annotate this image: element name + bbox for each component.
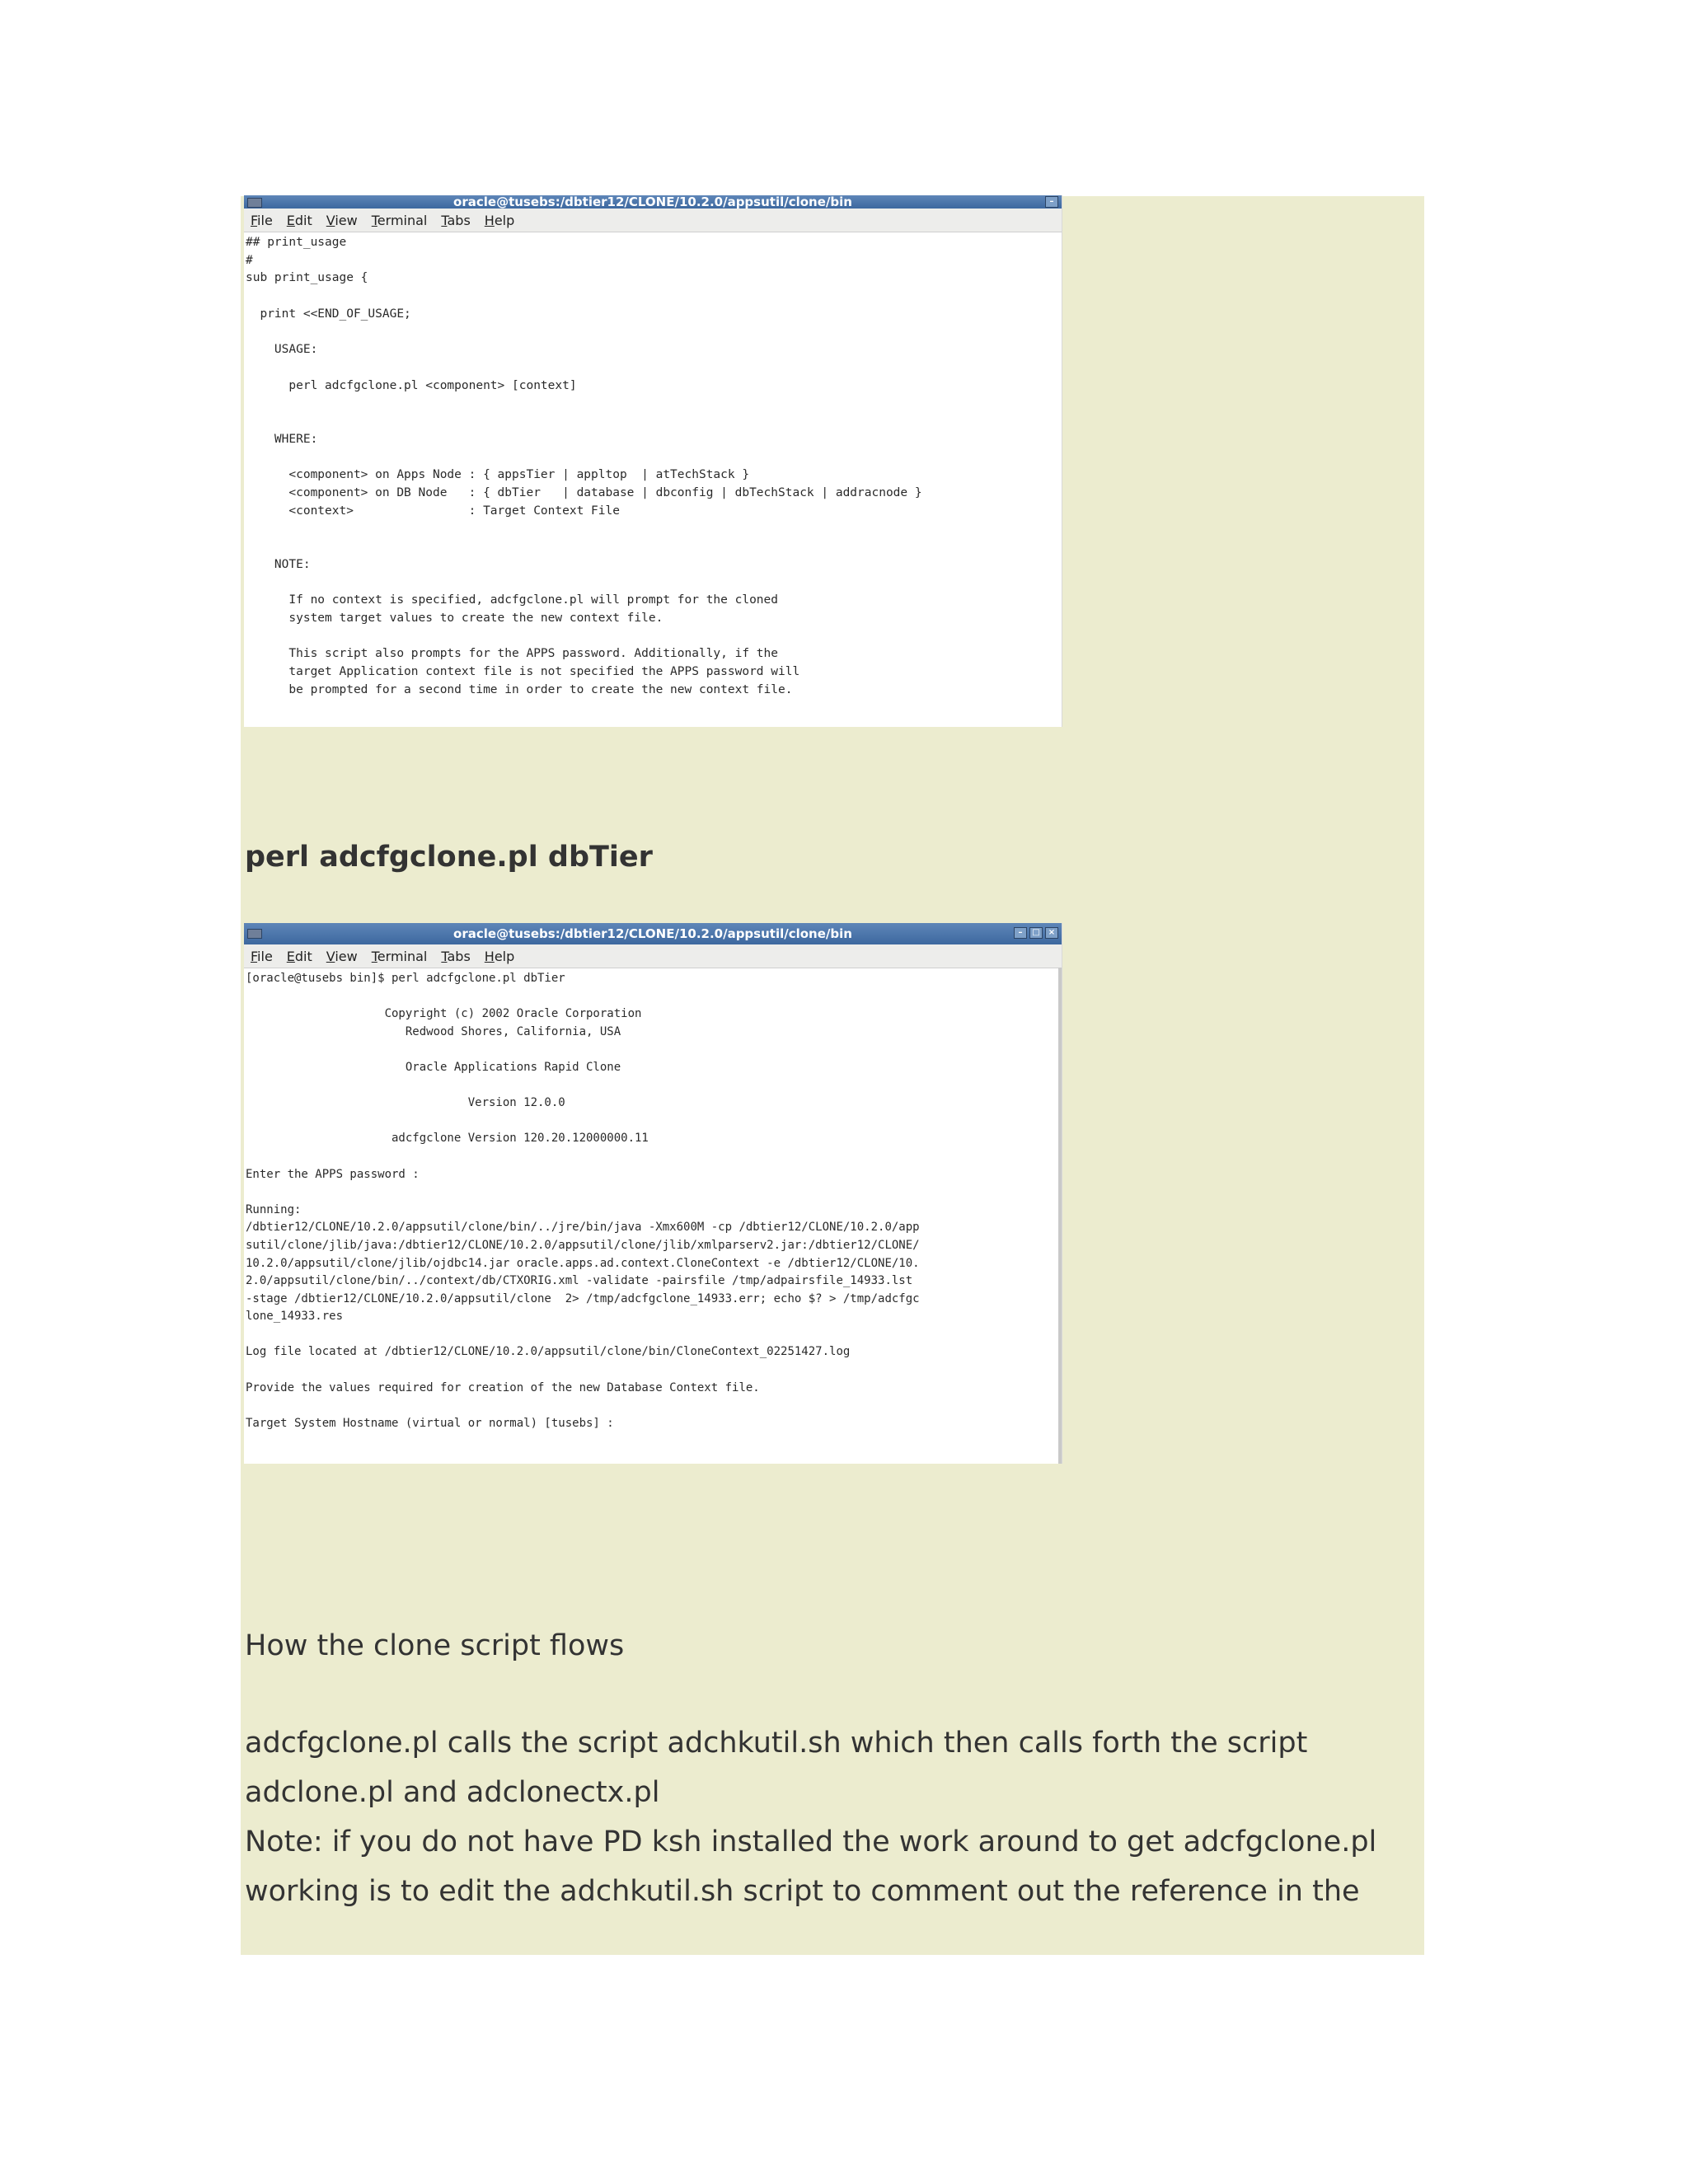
menu-tabs: Tabs [441, 948, 471, 964]
window-controls [1043, 196, 1058, 209]
terminal-menu-bar [244, 944, 1062, 968]
menu-terminal: Terminal [371, 948, 428, 964]
terminal-output: ## print_usage # sub print_usage { print <<END_OF_USAGE; USAGE: perl adcfgclone.pl <component> [context] WHERE: <component> on Apps Node : { appsTier | appltop | atTechStack } <component> on DB Node : { dbTier | database | dbconfig | dbTechStack | addracnode } <context> : Target Context File NOTE: If no context is specified, adcfgclone.pl will prompt for the cloned system target values to create the new context file. This script also prompts for the APPS password. Additionally, if the target Application context file is not specified the APPS password will be prompted for a second time in order to create the new context file. [246, 236, 922, 696]
note-line-2: working is to edit the adchkutil.sh script to comment out the reference in the [245, 1875, 1360, 1908]
menu-edit: Edit [286, 948, 312, 964]
menu-terminal: Terminal [371, 212, 428, 228]
window-controls [1011, 927, 1058, 949]
terminal-title: oracle@tusebs:/dbtier12/CLONE/10.2.0/appsutil/clone/bin [453, 926, 852, 941]
menu-help: Help [484, 212, 515, 228]
minimize-icon: – [1045, 196, 1058, 208]
terminal-menu-bar [244, 209, 1062, 232]
terminal-title-bar [244, 195, 1062, 209]
terminal-title-bar [244, 923, 1062, 944]
terminal-scrollbar [1058, 968, 1062, 1464]
menu-edit: Edit [286, 212, 312, 228]
section-title: How the clone script flows [245, 1629, 625, 1662]
close-icon: × [1045, 927, 1058, 939]
menu-file: File [251, 948, 273, 964]
note-line-1: Note: if you do not have PD ksh installed the work around to get adcfgclone.pl [245, 1825, 1377, 1858]
terminal-app-icon [247, 929, 262, 939]
minimize-icon: – [1014, 927, 1027, 939]
terminal-screenshot-dbtier [244, 923, 1062, 1464]
maximize-icon: □ [1029, 927, 1043, 939]
menu-view: View [326, 948, 358, 964]
menu-file: File [251, 212, 273, 228]
menu-tabs: Tabs [441, 212, 471, 228]
flow-line-1: adcfgclone.pl calls the script adchkutil.sh which then calls forth the script [245, 1727, 1308, 1760]
terminal-output: [oracle@tusebs bin]$ perl adcfgclone.pl dbTier Copyright (c) 2002 Oracle Corporation Redwood Shores, California, USA Oracle Applications Rapid Clone Version 12.0.0 adcfgclone Version 120.20.12000000.11 Enter the APPS password : Running: /dbtier12/CLONE/10.2.0/appsutil/clone/bin/../jre/bin/java -Xmx600M -cp /dbtier12/CLONE/10.2.0/app sutil/clone/jlib/java:/dbtier12/CLONE/10.2.0/appsutil/clone/jlib/xmlparserv2.jar:/dbtier12/CLONE/ 10.2.0/appsutil/clone/jlib/ojdbc14.jar oracle.apps.ad.context.CloneContext -e /dbtier12/CLONE/10. 2.0/appsutil/clone/bin/../context/db/CTXORIG.xml -validate -pairsfile /tmp/adpairsfile_14933.lst -stage /dbtier12/CLONE/10.2.0/appsutil/clone 2> /tmp/adcfgclone_14933.err; echo $? > /tmp/adcfgc lone_14933.res Log file located at /dbtier12/CLONE/10.2.0/appsutil/clone/bin/CloneContext_02251427.log Provide the values required for creation of the new Database Context file. Target System Hostname (virtual or normal) [tusebs] : [246, 972, 920, 1430]
terminal-title: oracle@tusebs:/dbtier12/CLONE/10.2.0/appsutil/clone/bin [453, 195, 852, 209]
menu-view: View [326, 212, 358, 228]
menu-help: Help [484, 948, 515, 964]
command-heading: perl adcfgclone.pl dbTier [245, 841, 653, 874]
flow-line-2: adclone.pl and adclonectx.pl [245, 1776, 660, 1809]
note-paragraph [245, 1817, 1376, 1916]
terminal-app-icon [247, 198, 262, 208]
terminal-screenshot-usage [244, 195, 1062, 727]
flow-paragraph [245, 1718, 1307, 1817]
